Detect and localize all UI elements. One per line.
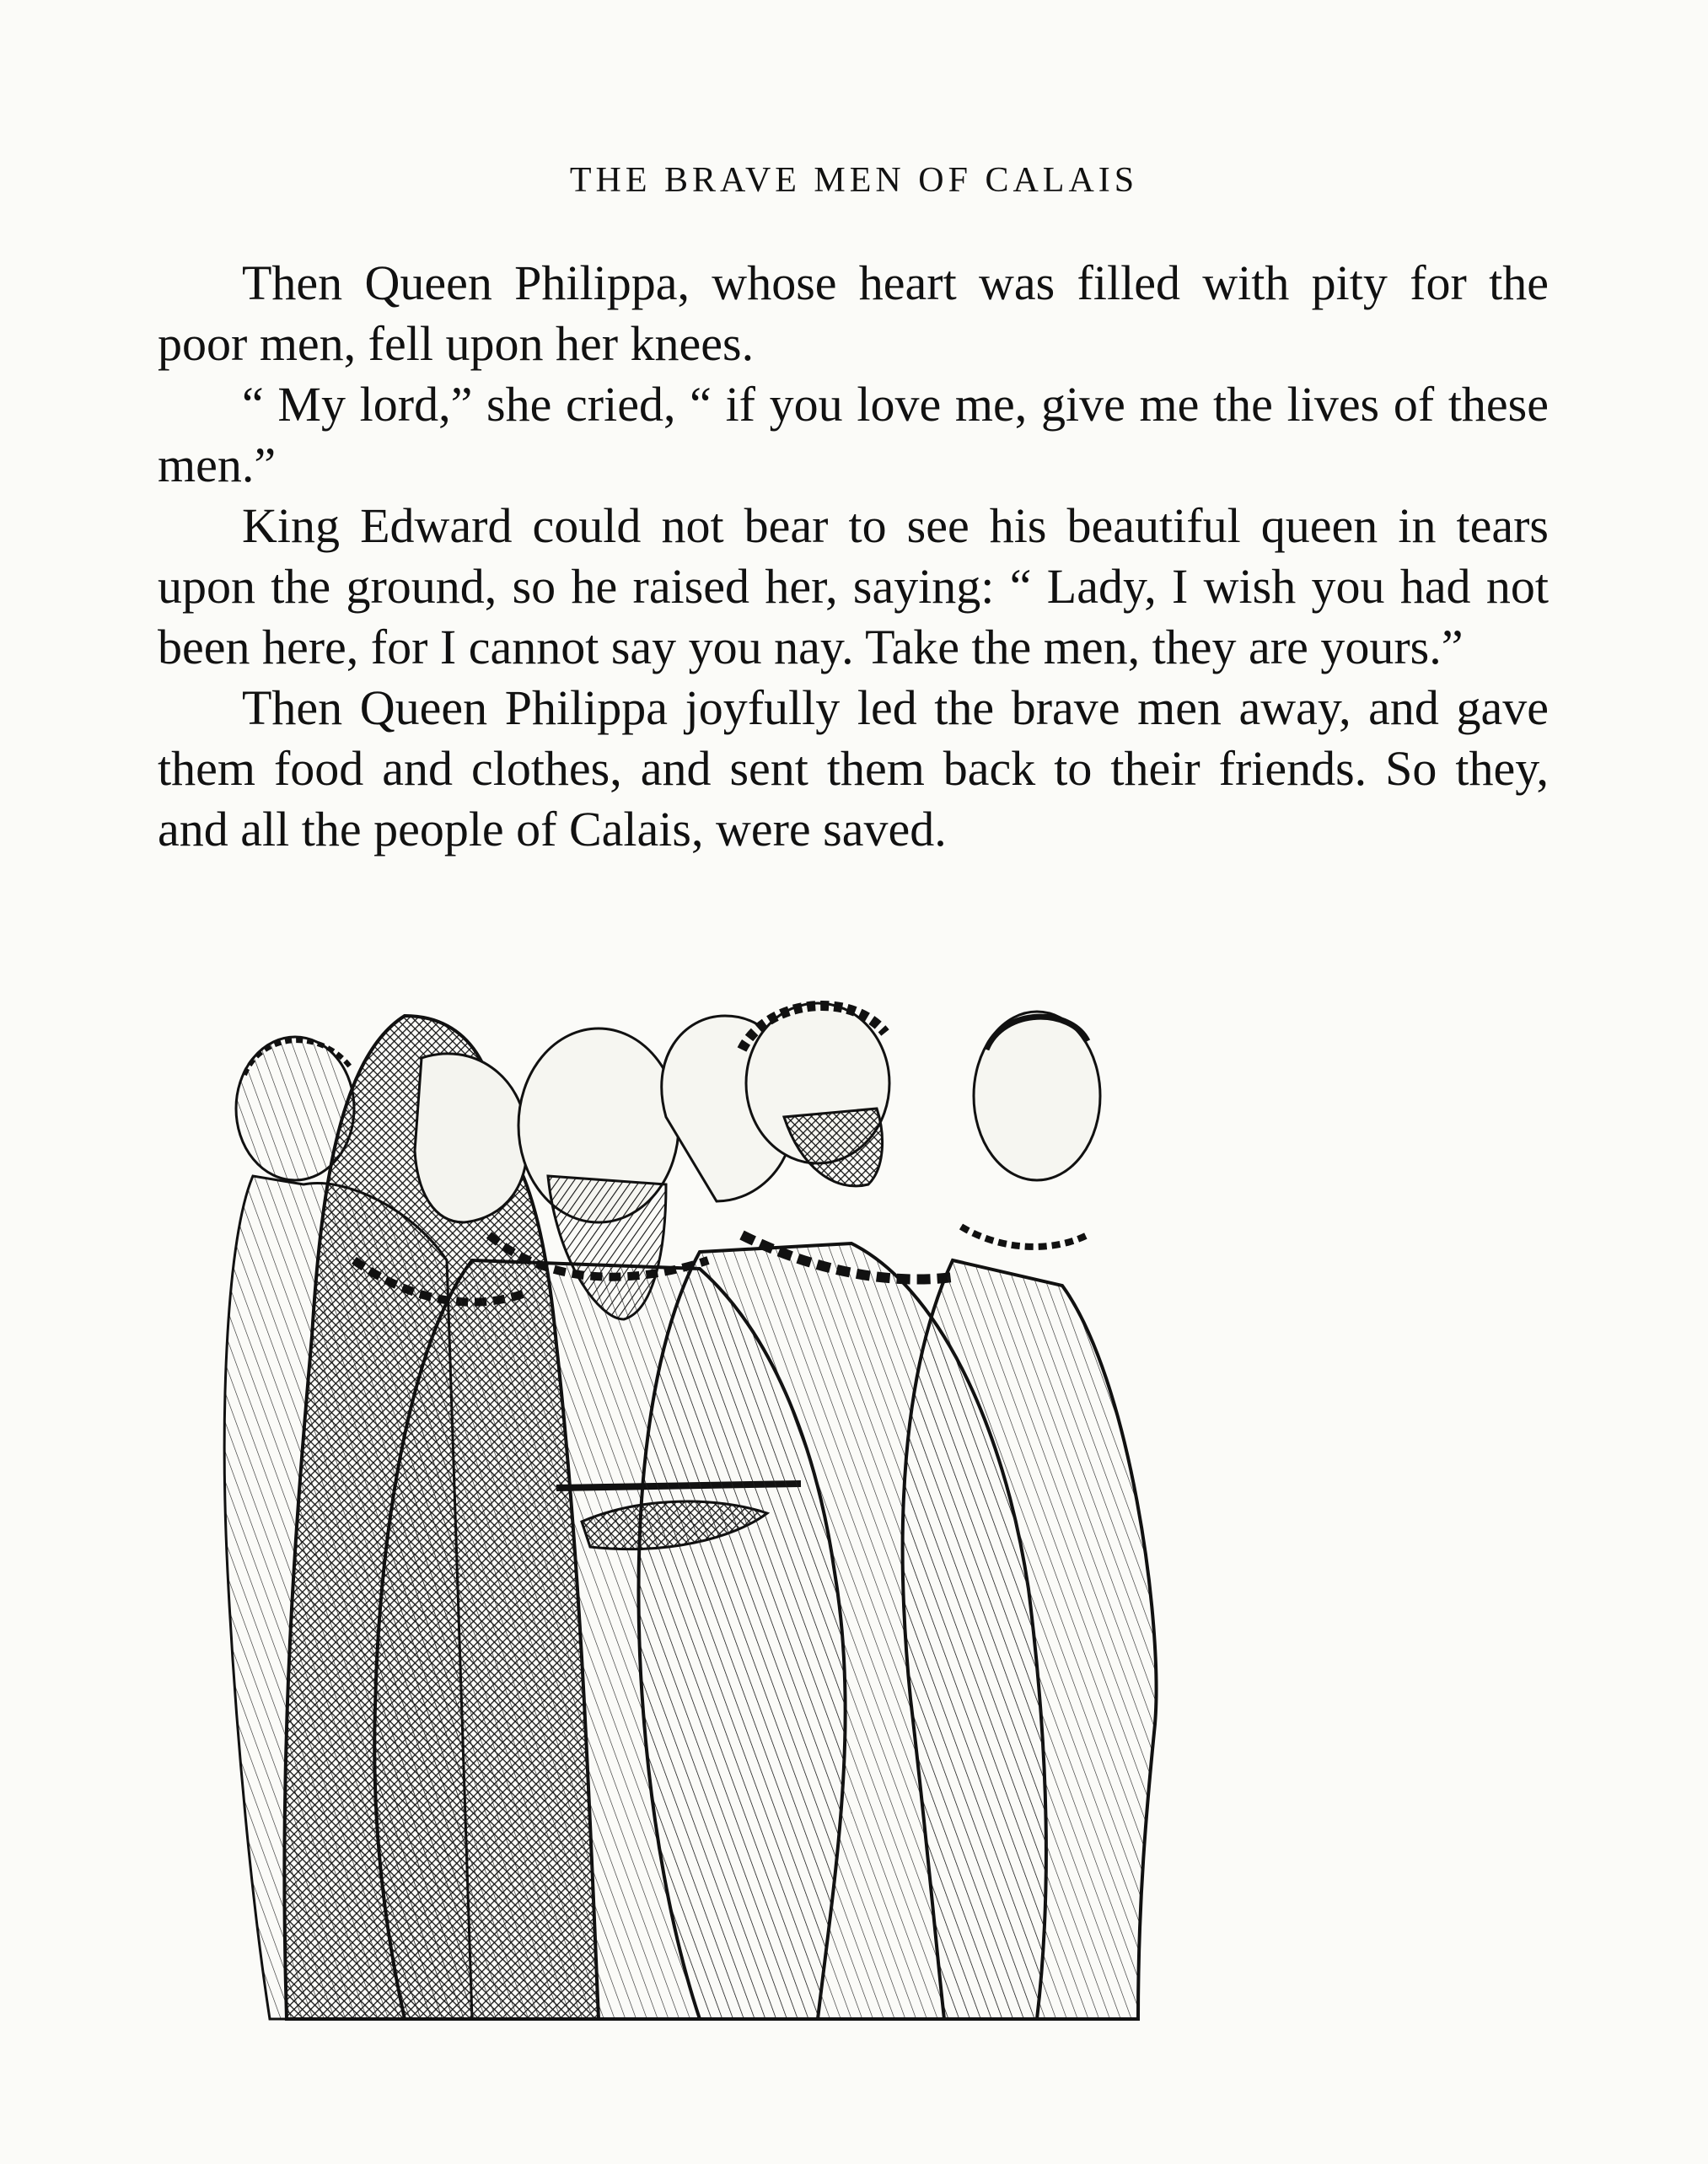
engraving-svg bbox=[194, 982, 1509, 2027]
paragraph-3: King Edward could not bear to see his beautiful queen in tears upon the ground, so he raised her, saying: “ Lady, I wish you had not been here, for I cannot say you nay. Take the men, they are yours.” bbox=[158, 498, 1549, 674]
figure-young-man-right bbox=[903, 1012, 1157, 2019]
burghers-engraving bbox=[194, 982, 1509, 2027]
paragraph-4: Then Queen Philippa joyfully led the brave men away, and gave them food and clothes, and sent them back to their friends. So they, and all the people of Calais, were saved. bbox=[158, 680, 1549, 856]
running-head: THE BRAVE MEN OF CALAIS bbox=[569, 161, 1139, 200]
paragraph-1: Then Queen Philippa, whose heart was filled with pity for the poor men, fell upon her knees. bbox=[158, 255, 1549, 371]
story-text bbox=[158, 253, 1549, 860]
paragraph-2: “ My lord,” she cried, “ if you love me, give me the lives of these men.” bbox=[158, 377, 1549, 492]
